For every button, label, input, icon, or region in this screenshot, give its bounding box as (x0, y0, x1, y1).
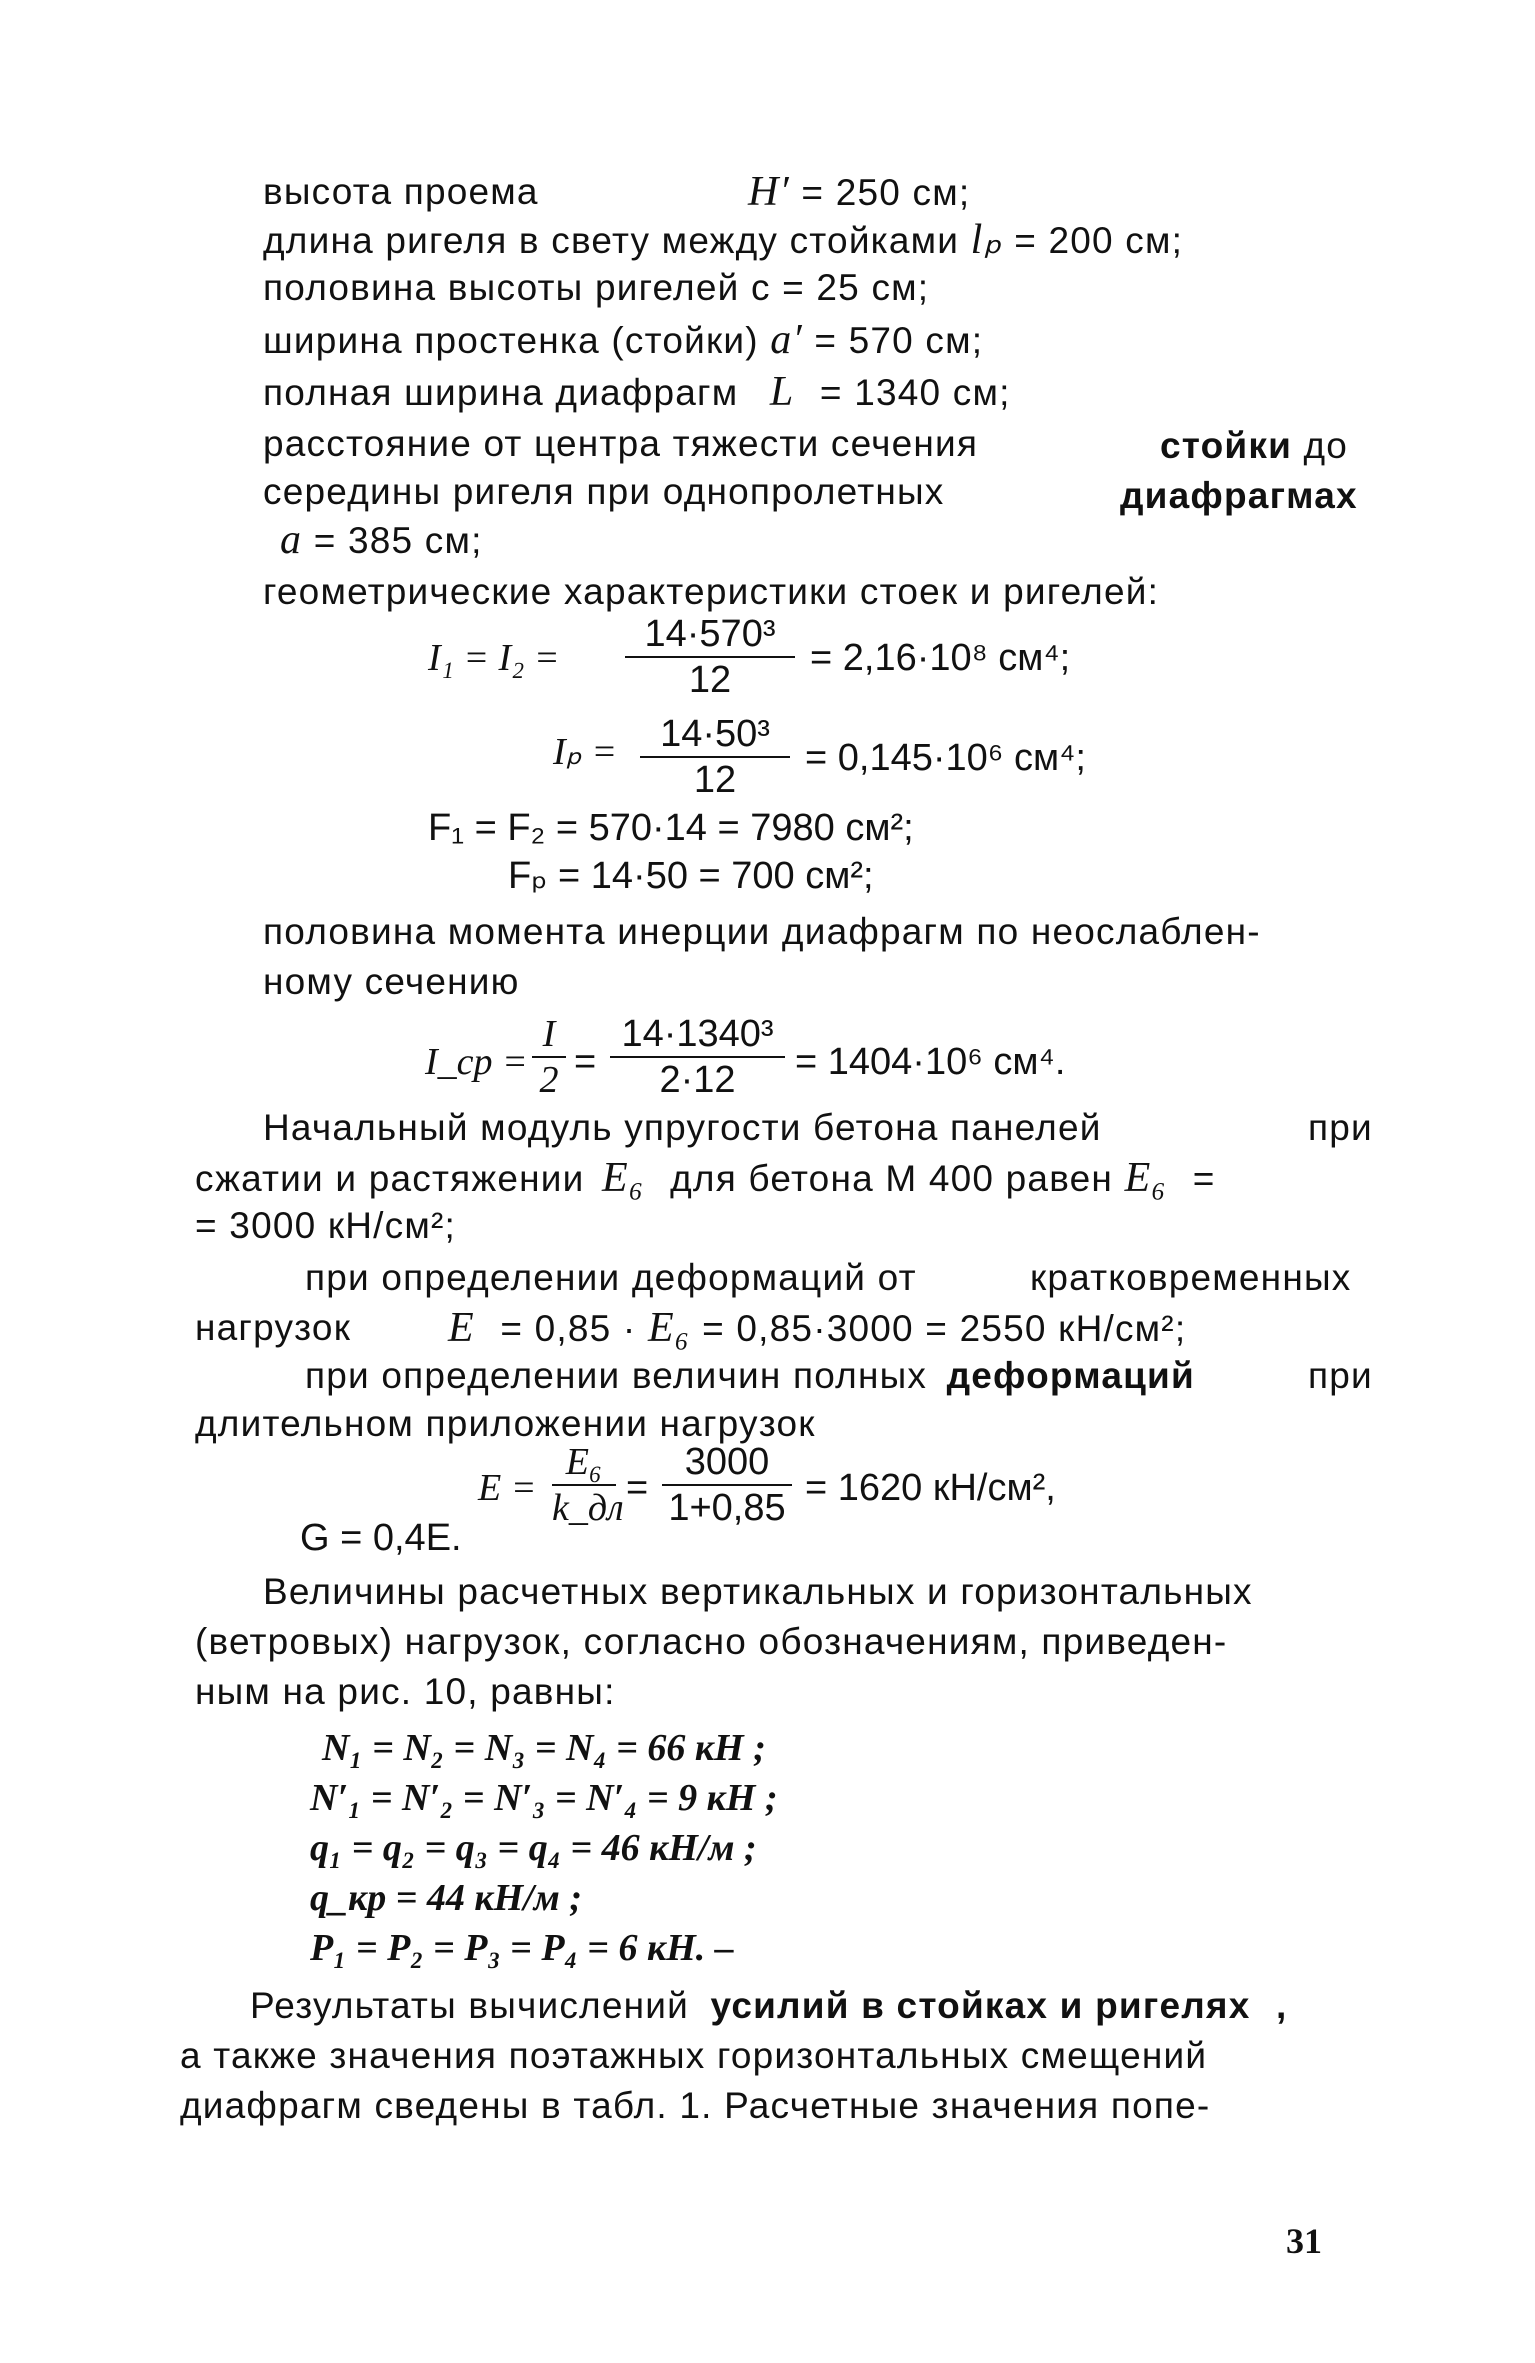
text: = 1340 см; (819, 372, 1011, 413)
text-line (263, 318, 983, 363)
text-line (305, 1354, 1195, 1398)
denominator: 1+0,85 (668, 1487, 786, 1529)
symbol-a-prime: a′ (770, 317, 803, 363)
formula-rhs: = 1404·10⁶ см⁴. (795, 1041, 1066, 1083)
text: длина ригеля в свету между стойками (263, 220, 960, 261)
text: кратковременных (1030, 1257, 1352, 1298)
text: полная ширина диафрагм (263, 372, 739, 413)
text: при (1308, 1355, 1373, 1396)
text: до (1303, 425, 1349, 466)
text: расстояние от центра тяжести сечения (263, 423, 979, 464)
text-line (263, 370, 1011, 415)
text-line (1160, 424, 1348, 468)
text: для бетона М 400 равен (670, 1158, 1114, 1199)
formula-line: q₁ = q₂ = q₃ = q₄ = 46 кН/м ; (310, 1827, 757, 1869)
formula-lhs: I_ср = (425, 1041, 528, 1083)
text: нагрузок (195, 1307, 352, 1348)
text: = 250 см; (801, 172, 971, 213)
fraction (532, 1012, 566, 1102)
text: геометрические характеристики стоек и ригелей: (263, 571, 1160, 612)
text-line (195, 1670, 616, 1714)
formula-lhs: I₁ = I₂ = (428, 637, 560, 679)
text: при (1308, 1107, 1373, 1148)
text-line (263, 910, 1261, 954)
text: диафрагм сведены в табл. 1. Расчетные значения попе- (180, 2085, 1211, 2126)
text: при определении деформаций от (305, 1257, 917, 1298)
text: середины ригеля при однопролетных (263, 471, 945, 512)
text: ным на рис. 10, равны: (195, 1671, 616, 1712)
formula-lhs: E = (478, 1467, 537, 1509)
denominator: 2 (539, 1059, 559, 1101)
text-line (1030, 1256, 1351, 1300)
text-bold: стойки (1160, 425, 1293, 466)
text: = 0,85·3000 = 2550 кН/см²; (702, 1308, 1187, 1349)
text: (ветровых) нагрузок, согласно обозначениям, приведен- (195, 1621, 1228, 1662)
text: = (1192, 1158, 1216, 1199)
denominator: 12 (688, 659, 732, 701)
text-line (263, 422, 978, 466)
numerator: 14·1340³ (610, 1012, 785, 1058)
text-line (250, 1984, 1287, 2028)
formula-rhs: = 2,16·10⁸ см⁴; (810, 637, 1071, 679)
text-line (1308, 1106, 1373, 1150)
text-line (1308, 1354, 1373, 1398)
denominator: 2·12 (659, 1059, 736, 1101)
numerator: 14·570³ (625, 612, 795, 658)
text: а также значения поэтажных горизонтальных смещений (180, 2035, 1208, 2076)
text: сжатии и растяжении (195, 1158, 585, 1199)
numerator: 3000 (662, 1440, 792, 1486)
text-line (263, 960, 520, 1004)
text-line (280, 518, 483, 563)
symbol-Eb: E₆ (601, 1155, 645, 1201)
formula-eq: = (626, 1467, 649, 1509)
text: ному сечению (263, 961, 520, 1002)
formula-line: G = 0,4E. (300, 1517, 462, 1559)
text-line (180, 2034, 1207, 2078)
text-line (195, 1306, 351, 1350)
text-line (180, 2084, 1210, 2128)
text-line (263, 570, 1159, 614)
symbol-Eb: E₆ (647, 1305, 691, 1351)
formula-line: Fₚ = 14·50 = 700 см²; (508, 855, 874, 897)
formula-eq: = (574, 1041, 597, 1083)
text: Величины расчетных вертикальных и горизонтальных (263, 1571, 1253, 1612)
text-line (195, 1204, 456, 1248)
text-line (195, 1620, 1227, 1664)
symbol-E: E (448, 1305, 475, 1351)
text-line (263, 470, 944, 514)
text: = 570 см; (814, 320, 984, 361)
text-line (263, 266, 929, 310)
text-line (263, 170, 539, 214)
denominator: 12 (693, 759, 737, 801)
text-line (448, 1306, 1186, 1351)
text-bold: усилий в стойках и ригелях (710, 1985, 1251, 2026)
formula-line: P₁ = P₂ = P₃ = P₄ = 6 кН. – (310, 1927, 734, 1969)
text: , (1275, 1985, 1288, 2026)
text-line (263, 218, 1183, 263)
formula-line: N₁ = N₂ = N₃ = N₄ = 66 кН ; (322, 1727, 766, 1769)
symbol-Eb: E₆ (1124, 1155, 1168, 1201)
symbol-a: a (280, 517, 303, 563)
numerator: E₆ (552, 1440, 616, 1486)
fraction (552, 1440, 624, 1530)
text: Начальный модуль упругости бетона панелей (263, 1107, 1102, 1148)
fraction (640, 712, 790, 802)
formula-rhs: = 1620 кН/см², (805, 1467, 1056, 1509)
formula-line: F₁ = F₂ = 570·14 = 7980 см²; (428, 807, 914, 849)
text-line (748, 170, 970, 215)
text: высота проема (263, 171, 539, 212)
text-line (1120, 474, 1358, 518)
text: половина момента инерции диафрагм по неослаблен- (263, 911, 1261, 952)
text: длительном приложении нагрузок (195, 1403, 816, 1444)
text-line (305, 1256, 917, 1300)
symbol-h: H′ (748, 169, 790, 215)
text-line (195, 1156, 1216, 1201)
text: половина высоты ригелей c = 25 см; (263, 267, 930, 308)
fraction (625, 612, 795, 702)
fraction (662, 1440, 792, 1530)
text: = 3000 кН/см²; (195, 1205, 457, 1246)
text: ширина простенка (стойки) (263, 320, 759, 361)
text-line (263, 1570, 1253, 1614)
formula-line: q_кр = 44 кН/м ; (310, 1877, 582, 1919)
symbol-lp: lₚ (970, 217, 1003, 263)
text: при определении величин полных (305, 1355, 928, 1396)
formula-line: N′₁ = N′₂ = N′₃ = N′₄ = 9 кН ; (310, 1777, 778, 1819)
text: = 385 см; (313, 520, 483, 561)
text-bold: деформаций (946, 1355, 1195, 1396)
numerator: 14·50³ (640, 712, 790, 758)
text-line (263, 1106, 1102, 1150)
denominator: k_дл (552, 1487, 624, 1529)
page-number: 31 (1286, 2221, 1322, 2261)
formula-rhs: = 0,145·10⁶ см⁴; (805, 737, 1086, 779)
fraction (610, 1012, 785, 1102)
formula-lhs: Iₚ = (553, 731, 618, 773)
numerator: I (532, 1012, 566, 1058)
text: Результаты вычислений (250, 1985, 689, 2026)
text: = 200 см; (1014, 220, 1184, 261)
text: = 0,85 · (500, 1308, 637, 1349)
symbol-L: L (769, 369, 795, 415)
text-bold: диафрагмах (1120, 475, 1358, 516)
